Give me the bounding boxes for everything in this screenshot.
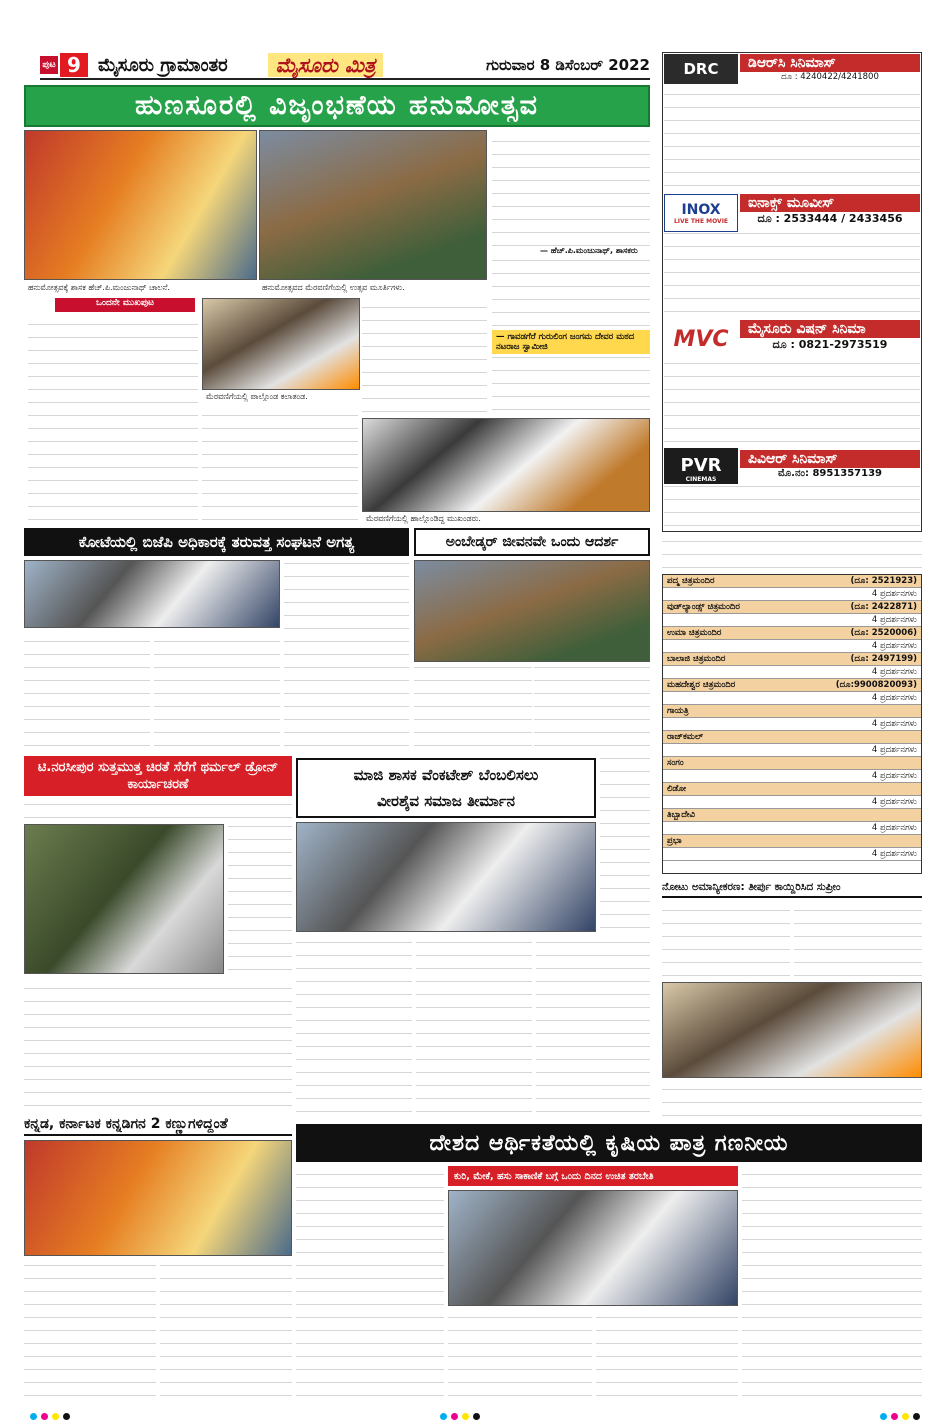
theatre-name: ರಾಜ್‌ಕಮಲ್ xyxy=(667,732,704,742)
theatre-phone: (ದೂ: 2497199) xyxy=(850,654,917,664)
theatre-show-count: 4 ಪ್ರದರ್ಶನಗಳು xyxy=(871,641,917,651)
story-leopard-col-side xyxy=(228,824,292,974)
theatre-show-count: 4 ಪ್ರದರ್ಶನಗಳು xyxy=(871,797,917,807)
theatre-show-row xyxy=(663,744,921,757)
theatre-show-row xyxy=(663,666,921,679)
theatre-name: ಸಂಗಂ xyxy=(667,758,684,768)
theatre-name-row xyxy=(663,705,921,718)
theatre-phone: (ದೂ:9900820093) xyxy=(835,680,917,690)
story-demonetisation-headline: ನೋಟು ಅಮಾನ್ಯೀಕರಣ: ತೀರ್ಪು ಕಾಯ್ದಿರಿಸಿದ ಸುಪ್ರೀಂ xyxy=(662,878,922,898)
story-veerashaiva-headline xyxy=(296,758,596,818)
inox-showtimes xyxy=(664,232,920,316)
theatre-show-row xyxy=(663,588,921,601)
story-veerashaiva-headline-line1: ಮಾಜಿ ಶಾಸಕ ವೆಂಕಟೇಶ್ ಬೆಂಬಲಿಸಲು xyxy=(353,766,539,784)
pvr-phone: ಮೊ.ನಂ: 8951357139 xyxy=(777,468,883,479)
page-label: ಪುಟ xyxy=(40,56,58,74)
story-demonetisation-col2 xyxy=(794,900,922,980)
lead-caption-right: ಹನುಮೋತ್ಸವದ ಮೆರವಣಿಗೆಯಲ್ಲಿ ಉತ್ಸವ ಮೂರ್ತಿಗಳು. xyxy=(262,283,405,292)
story-veerashaiva-col2 xyxy=(416,936,532,1116)
lead-caption-left: ಹನುಮೋತ್ಸವಕ್ಕೆ ಶಾಸಕ ಹೆಚ್.ಪಿ.ಮಂಜುನಾಥ್ ಚಾಲನೆ. xyxy=(28,283,170,292)
story-leopard-body xyxy=(24,976,292,1110)
drc-showtimes xyxy=(664,86,920,190)
story-agriculture-col3 xyxy=(596,1310,738,1400)
theatre-show-row xyxy=(663,796,921,809)
theatre-name: ತಿಬ್ಬಾದೇವಿ xyxy=(667,810,696,820)
lead-body-col1 xyxy=(28,314,198,524)
theatre-show-row xyxy=(663,692,921,705)
page-header xyxy=(40,52,650,80)
quote-block-2 xyxy=(492,258,650,330)
story-bjp-col1a xyxy=(24,632,150,750)
story-veerashaiva-col3 xyxy=(536,936,650,1116)
story-veerashaiva-headline-line2: ವೀರಶೈವ ಸಮಾಜ ತೀರ್ಮಾನ xyxy=(377,792,515,810)
story-kannada-photo xyxy=(24,1140,292,1256)
inox-logo-text: INOX xyxy=(681,201,721,218)
story-agriculture-headline: ದೇಶದ ಆರ್ಥಿಕತೆಯಲ್ಲಿ ಕೃಷಿಯ ಪಾತ್ರ ಗಣನೀಯ xyxy=(296,1124,922,1162)
story-demonetisation-photo xyxy=(662,982,922,1078)
theatre-phone: (ದೂ: 2520006) xyxy=(850,628,917,638)
quote-1-author: — ಹೆಚ್.ಪಿ.ಮಂಜುನಾಥ್, ಶಾಸಕರು xyxy=(540,246,638,255)
cinema-note xyxy=(662,534,922,572)
page-number: 9 xyxy=(60,53,88,77)
print-registration-left xyxy=(30,1413,70,1420)
issue-date: ಗುರುವಾರ 8 ಡಿಸೆಂಬರ್ 2022 xyxy=(486,56,650,74)
theatre-show-row xyxy=(663,640,921,653)
theatre-name: ಮಹದೇಶ್ವರ ಚಿತ್ರಮಂದಿರ xyxy=(667,680,736,690)
theatre-name: ಲಿಡೋ xyxy=(667,784,687,794)
drc-logo: DRC xyxy=(664,54,738,84)
story-ambedkar-col1 xyxy=(414,666,532,750)
lead-caption-leaders: ಮೆರವಣಿಗೆಯಲ್ಲಿ ಹಾಲ್ಗೊಂಡಿದ್ದ ಮುಖಂಡರು. xyxy=(366,514,481,523)
story-ambedkar-col2 xyxy=(534,666,650,750)
theatre-show-count: 4 ಪ್ರದರ್ಶನಗಳು xyxy=(871,823,917,833)
print-registration-right xyxy=(880,1413,920,1420)
mvc-showtimes xyxy=(664,362,920,446)
story-ambedkar-headline: ಅಂಬೇಡ್ಕರ್ ಜೀವನವೇ ಒಂದು ಆದರ್ಶ xyxy=(414,528,650,556)
story-leopard-photo xyxy=(24,824,224,974)
lead-headline: ಹುಣಸೂರಲ್ಲಿ ವಿಜೃಂಭಣೆಯ ಹನುಮೋತ್ಸವ xyxy=(24,85,650,127)
pvr-title: ಪಿವಿಆರ್ ಸಿನಿಮಾಸ್ xyxy=(740,450,920,468)
theatre-name-row xyxy=(663,679,921,692)
theatre-name-row xyxy=(663,757,921,770)
pvr-logo-text: PVR xyxy=(680,455,722,476)
story-bjp-col1b xyxy=(154,632,280,750)
story-kannada-headline: ಕನ್ನಡ, ಕರ್ನಾಟಕ ಕನ್ನಡಿಗನ 2 ಕಣ್ಣುಗಳಿದ್ದಂತೆ xyxy=(24,1114,292,1136)
theatre-show-row xyxy=(663,614,921,627)
story-ambedkar-photo xyxy=(414,560,650,662)
theatre-name-row xyxy=(663,653,921,666)
theatre-show-count: 4 ಪ್ರದರ್ಶನಗಳು xyxy=(871,615,917,625)
theatre-show-count: 4 ಪ್ರದರ್ಶನಗಳು xyxy=(871,745,917,755)
theatre-show-count: 4 ಪ್ರದರ್ಶನಗಳು xyxy=(871,849,917,859)
theatre-name: ಪದ್ಮ ಚಿತ್ರಮಂದಿರ xyxy=(667,576,715,586)
theatre-phone: (ದೂ: 2521923) xyxy=(850,576,917,586)
mvc-title: ಮೈಸೂರು ವಿಷನ್ ಸಿನಿಮಾ xyxy=(740,320,920,338)
theatre-show-count: 4 ಪ್ರದರ್ಶನಗಳು xyxy=(871,771,917,781)
theatre-name-row xyxy=(663,575,921,588)
theatre-name-row xyxy=(663,731,921,744)
story-veerashaiva-col1 xyxy=(296,936,412,1116)
section-title: ಮೈಸೂರು ಗ್ರಾಮಾಂತರ xyxy=(98,54,228,76)
story-bjp-headline: ಕೋಟೆಯಲ್ಲಿ ಬಿಜೆಪಿ ಅಧಿಕಾರಕ್ಕೆ ತರುವತ್ತ ಸಂಘಟನೆ ಅಗತ್ಯ xyxy=(24,528,409,556)
theatre-show-count: 4 ಪ್ರದರ್ಶನಗಳು xyxy=(871,719,917,729)
theatre-name: ಪ್ರಭಾ xyxy=(667,836,682,846)
story-demonetisation-col1 xyxy=(662,900,790,980)
quote-2-author: — ಗಾವಡಗೆರೆ ಗುರುಲಿಂಗ ಜಂಗಮ ದೇವರ ಮಠದ ನಟರಾಜ ಸ್ವಾಮೀಜಿ xyxy=(492,330,650,354)
theatre-name-row xyxy=(663,601,921,614)
theatre-show-row xyxy=(663,718,921,731)
lead-photo-left xyxy=(24,130,257,280)
mvc-phone: ದೂ : 0821-2973519 xyxy=(772,338,888,351)
theatre-show-row xyxy=(663,770,921,783)
continued-label: ಒಂದನೇ ಮುಖಪುಟ xyxy=(55,298,195,312)
story-kannada-col1 xyxy=(24,1260,156,1400)
inox-title: ಐನಾಕ್ಸ್ ಮೂವೀಸ್ xyxy=(740,194,920,212)
story-bjp-col2 xyxy=(284,560,409,750)
inox-logo xyxy=(664,194,738,232)
drc-phone: ದೂ : 4240422/4241800 xyxy=(781,72,879,82)
lead-photo-leaders xyxy=(362,418,650,512)
story-agriculture-photo xyxy=(448,1190,738,1306)
story-leopard-lead xyxy=(24,800,292,822)
newspaper-logo: ಮೈಸೂರು ಮಿತ್ರ xyxy=(268,53,384,77)
theatre-show-count: 4 ಪ್ರದರ್ಶನಗಳು xyxy=(871,589,917,599)
theatre-name-row xyxy=(663,783,921,796)
inox-tagline: LIVE THE MOVIE xyxy=(673,217,729,225)
pvr-showtimes xyxy=(664,484,920,530)
story-kannada-col2 xyxy=(160,1260,292,1400)
story-veerashaiva-col-side xyxy=(600,758,650,932)
lead-caption-troupe: ಮೆರವಣಿಗೆಯಲ್ಲಿ ಪಾಲ್ಗೊಂಡ ಕಲಾತಂಡ. xyxy=(206,392,308,401)
theatre-name-row xyxy=(663,809,921,822)
theatre-show-row xyxy=(663,848,921,861)
theatre-list xyxy=(662,574,922,874)
theatre-name: ಉಮಾ ಚಿತ್ರಮಂದಿರ xyxy=(667,628,722,638)
lead-body-col4 xyxy=(492,356,650,414)
story-leopard-headline: ಟಿ.ನರಸೀಪುರ ಸುತ್ತಮುತ್ತ ಚಿರತೆ ಸೆರೆಗೆ ಥರ್ಮಲ್ ಡ್ರೋನ್ ಕಾರ್ಯಾಚರಣೆ xyxy=(24,756,292,796)
mvc-logo: MVC xyxy=(664,318,738,360)
theatre-show-count: 4 ಪ್ರದರ್ಶನಗಳು xyxy=(871,667,917,677)
theatre-phone: (ದೂ: 2422871) xyxy=(850,602,917,612)
print-registration-center xyxy=(440,1413,480,1420)
lead-body-col2 xyxy=(202,404,358,524)
story-agriculture-subhead: ಕುರಿ, ಮೇಕೆ, ಹಸು ಸಾಕಾಣಿಕೆ ಬಗ್ಗೆ ಒಂದು ದಿನದ ಉಚಿತ ತರಬೇತಿ xyxy=(448,1166,738,1186)
theatre-show-count: 4 ಪ್ರದರ್ಶನಗಳು xyxy=(871,693,917,703)
theatre-name-row xyxy=(663,835,921,848)
story-veerashaiva-photo xyxy=(296,822,596,932)
pvr-tagline: CINEMAS xyxy=(685,476,717,483)
drc-title: ಡಿಆರ್‌ಸಿ ಸಿನಿಮಾಸ್ xyxy=(740,54,920,72)
story-agriculture-col4 xyxy=(742,1166,922,1400)
story-agriculture-col1 xyxy=(296,1166,444,1400)
lead-photo-right xyxy=(259,130,487,280)
story-demonetisation-caption xyxy=(662,1080,922,1120)
lead-photo-troupe xyxy=(202,298,360,390)
theatre-show-row xyxy=(663,822,921,835)
story-bjp-photo xyxy=(24,560,280,628)
theatre-name: ಬಾಲಾಜಿ ಚಿತ್ರಮಂದಿರ xyxy=(667,654,726,664)
lead-body-col3 xyxy=(362,298,487,416)
theatre-name: ವುಡ್‌ಲ್ಯಾಂಡ್ಸ್ ಚಿತ್ರಮಂದಿರ xyxy=(667,602,740,612)
story-agriculture-col2 xyxy=(448,1310,592,1400)
theatre-name: ಗಾಯತ್ರಿ xyxy=(667,706,689,716)
quote-block-1 xyxy=(492,130,650,250)
theatre-name-row xyxy=(663,627,921,640)
inox-phone: ದೂ : 2533444 / 2433456 xyxy=(757,212,903,225)
